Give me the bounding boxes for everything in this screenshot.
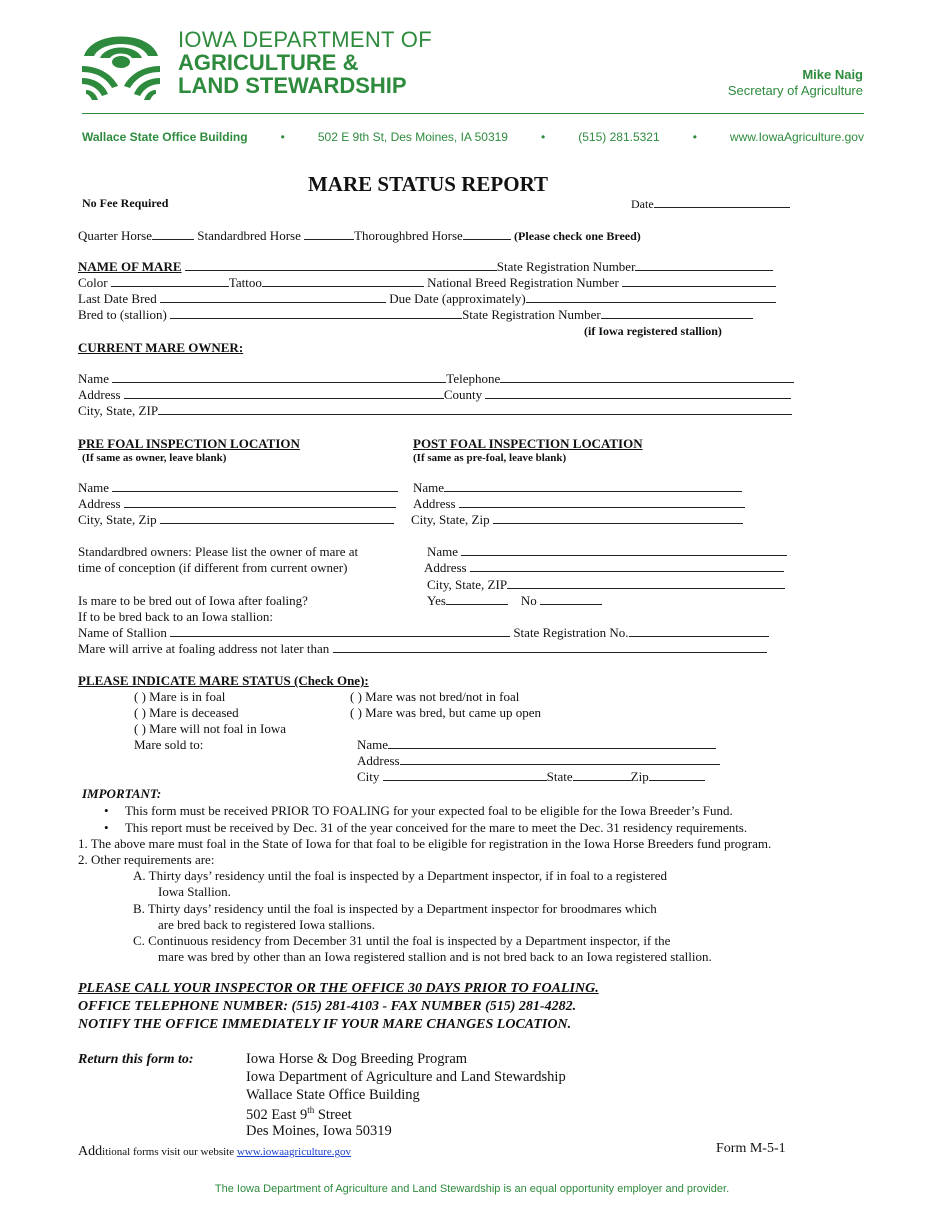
breed-note: (Please check one Breed): [514, 229, 641, 243]
color-row: [78, 275, 776, 291]
std-address-label: Address: [424, 560, 467, 575]
post-name-field[interactable]: [444, 480, 742, 492]
std-owner-line-1: Standardbred owners: Please list the owner of mare at: [78, 544, 359, 559]
post-name-label: Name: [413, 480, 445, 495]
important-heading: IMPORTANT:: [82, 786, 162, 801]
yes-label: Yes: [427, 593, 446, 608]
stallion-name-label: Name of Stallion: [78, 625, 167, 640]
return-line-4: 502 East 9th Street: [246, 1105, 352, 1123]
sold-city-row: [357, 769, 705, 785]
sold-state-label: State: [546, 769, 573, 784]
state-reg-label-2: State Registration Number: [462, 307, 601, 322]
status-deceased-label: Mare is deceased: [149, 705, 239, 720]
sold-name-field[interactable]: [388, 737, 716, 749]
last-bred-row: [78, 291, 776, 307]
status-checkbox[interactable]: ( ): [134, 689, 146, 704]
stallion-reg-label: State Registration No.: [513, 625, 629, 640]
pre-name-field[interactable]: [112, 480, 398, 492]
std-name-label: Name: [427, 544, 459, 559]
status-not-in-iowa-label: Mare will not foal in Iowa: [149, 721, 286, 736]
status-in-foal-label: Mare is in foal: [149, 689, 226, 704]
color-label: Color: [78, 275, 108, 290]
important-bullet-1: • This form must be received PRIOR TO FOALING for your expected foal to be eligible for the Iowa Breeder’s Fund.: [104, 803, 733, 818]
requirement-b-1: B. Thirty days’ residency until the foal is inspected by a Department inspector for broodmares which: [133, 901, 657, 916]
sold-name-label: Name: [357, 737, 389, 752]
pre-address-label: Address: [78, 496, 121, 511]
std-city-field[interactable]: [507, 577, 785, 589]
status-checkbox[interactable]: ( ): [350, 689, 362, 704]
sold-zip-label: Zip: [630, 769, 649, 784]
tattoo-field[interactable]: [262, 275, 424, 287]
status-heading: PLEASE INDICATE MARE STATUS (Check One):: [78, 673, 369, 688]
return-line-5: Des Moines, Iowa 50319: [246, 1123, 392, 1139]
sold-to-label: Mare sold to:: [134, 737, 204, 752]
owner-name-field[interactable]: [112, 371, 446, 383]
return-line-3: Wallace State Office Building: [246, 1087, 420, 1103]
owner-address-row: [78, 387, 791, 403]
bred-to-field[interactable]: [170, 307, 462, 319]
owner-name-row: [78, 371, 794, 387]
sold-city-label: City: [357, 769, 380, 784]
agency-logo-icon: [78, 22, 164, 104]
post-foal-note: (If same as pre-foal, leave blank): [413, 452, 567, 464]
post-city-field[interactable]: [493, 512, 743, 524]
separator-dot: •: [280, 130, 285, 144]
tattoo-label: Tattoo: [228, 275, 262, 290]
national-reg-field[interactable]: [622, 275, 776, 287]
pre-city-row: [78, 512, 394, 528]
important-item-1: 1. The above mare must foal in the State of Iowa for that foal to be eligible for registration in the Iowa Horse Breeders fund program.: [78, 836, 772, 851]
bred-to-row: [78, 307, 753, 323]
notice-line-1: PLEASE CALL YOUR INSPECTOR OR THE OFFICE 30 DAYS PRIOR TO FOALING.: [78, 981, 599, 996]
due-date-label: Due Date (approximately): [389, 291, 526, 306]
breed-quarter-label: Quarter Horse: [78, 228, 152, 243]
breed-thoroughbred-check[interactable]: [463, 228, 511, 240]
important-bullet-2: • This report must be received by Dec. 31 of the year conceived for the mare to meet the Dec. 31 residency requirements.: [104, 820, 748, 835]
state-reg-label: State Registration Number: [496, 259, 636, 274]
owner-county-label: County: [443, 387, 483, 402]
sold-city-field[interactable]: [383, 769, 547, 781]
name-of-mare-field[interactable]: [185, 259, 497, 271]
sold-address-label: Address: [357, 753, 400, 768]
color-field[interactable]: [111, 275, 229, 287]
post-foal-heading: POST FOAL INSPECTION LOCATION: [413, 436, 643, 451]
secretary-title: Secretary of Agriculture: [727, 83, 863, 98]
status-in-foal[interactable]: [134, 689, 225, 705]
bred-out-answer: [427, 593, 602, 609]
stallion-name-field[interactable]: [170, 625, 510, 637]
requirement-a-2: Iowa Stallion.: [158, 884, 231, 899]
due-date-field[interactable]: [526, 291, 776, 303]
pre-city-field[interactable]: [160, 512, 394, 524]
arrive-label: Mare will arrive at foaling address not later than: [78, 641, 330, 656]
requirement-a-1: A. Thirty days’ residency until the foal is inspected by a Department inspector, if in foal to a registered: [133, 868, 668, 883]
pre-city-label: City, State, Zip: [78, 512, 157, 527]
sold-state-field[interactable]: [573, 769, 631, 781]
form-number: Form M-5-1: [716, 1141, 786, 1156]
state-reg-field[interactable]: [635, 259, 773, 271]
notice-line-2: OFFICE TELEPHONE NUMBER: (515) 281-4103 - FAX NUMBER (515) 281-4282.: [78, 999, 577, 1014]
contact-bar: [82, 130, 864, 144]
bred-out-question: Is mare to be bred out of Iowa after foaling?: [78, 593, 308, 608]
owner-county-field[interactable]: [485, 387, 791, 399]
status-checkbox[interactable]: ( ): [350, 705, 362, 720]
std-city-label: City, State, ZIP: [427, 577, 508, 592]
std-name-field[interactable]: [461, 544, 787, 556]
std-owner-line-2: time of conception (if different from current owner): [78, 560, 348, 575]
sold-address-field[interactable]: [400, 753, 720, 765]
date-label: Date: [631, 197, 654, 211]
return-line-2: Iowa Department of Agriculture and Land Stewardship: [246, 1069, 566, 1085]
notice-line-3: NOTIFY THE OFFICE IMMEDIATELY IF YOUR MARE CHANGES LOCATION.: [78, 1017, 572, 1032]
pre-name-label: Name: [78, 480, 110, 495]
return-line-1: Iowa Horse & Dog Breeding Program: [246, 1051, 468, 1067]
return-label: Return this form to:: [78, 1052, 194, 1067]
breed-standardbred-check[interactable]: [304, 228, 354, 240]
status-checkbox[interactable]: ( ): [134, 705, 146, 720]
arrive-field[interactable]: [333, 641, 767, 653]
pre-name-row: [78, 480, 398, 496]
owner-city-label: City, State, ZIP: [78, 403, 159, 418]
status-not-bred-label: Mare was not bred/not in foal: [365, 689, 520, 704]
bred-back-label: If to be bred back to an Iowa stallion:: [78, 609, 273, 624]
status-came-open[interactable]: [350, 705, 541, 721]
owner-phone-label: Telephone: [446, 371, 501, 386]
mare-name-row: [78, 259, 773, 275]
separator-dot: •: [541, 130, 546, 144]
no-fee-label: No Fee Required: [82, 196, 169, 210]
pre-foal-note: (If same as owner, leave blank): [82, 452, 227, 464]
no-field[interactable]: [540, 593, 602, 605]
name-of-mare-label: NAME OF MARE: [78, 259, 182, 274]
national-reg-label: National Breed Registration Number: [427, 275, 619, 290]
status-came-open-label: Mare was bred, but came up open: [365, 705, 541, 720]
owner-phone-field[interactable]: [500, 371, 794, 383]
owner-city-row: [78, 403, 792, 419]
status-not-in-iowa[interactable]: [134, 721, 286, 737]
sold-name-row: [357, 737, 716, 753]
important-item-2: 2. Other requirements are:: [78, 852, 215, 867]
bullet-icon: •: [104, 820, 109, 835]
breed-row: [78, 228, 641, 244]
post-city-row: [411, 512, 743, 528]
logo-line-2: AGRICULTURE &: [178, 50, 359, 75]
sold-zip-field[interactable]: [649, 769, 705, 781]
date-field[interactable]: [631, 196, 790, 212]
status-deceased[interactable]: [134, 705, 239, 721]
std-city-row: [427, 577, 785, 593]
requirement-c-2: mare was bred by other than an Iowa registered stallion and is not bred back to an Iowa registered stallion.: [158, 949, 712, 964]
status-not-bred[interactable]: [350, 689, 519, 705]
post-address-field[interactable]: [459, 496, 745, 508]
post-name-row: [413, 480, 742, 496]
state-reg-field-2[interactable]: [601, 307, 753, 319]
stallion-reg-field[interactable]: [629, 625, 769, 637]
secretary-name: Mike Naig: [802, 67, 863, 82]
requirement-c-1: C. Continuous residency from December 31 until the foal is inspected by a Department inspector, if the: [133, 933, 671, 948]
status-checkbox[interactable]: ( ): [134, 721, 146, 736]
address-building: Wallace State Office Building: [82, 130, 248, 144]
stallion-row: [78, 625, 769, 641]
owner-name-label: Name: [78, 371, 110, 386]
iowa-stallion-note: (if Iowa registered stallion): [584, 324, 722, 338]
std-name-row: [427, 544, 787, 560]
breed-quarter-check[interactable]: [152, 228, 194, 240]
pre-foal-heading: PRE FOAL INSPECTION LOCATION: [78, 436, 300, 451]
std-address-row: [424, 560, 784, 576]
owner-address-field[interactable]: [124, 387, 444, 399]
current-owner-heading: CURRENT MARE OWNER:: [78, 340, 244, 355]
header-divider: [82, 113, 864, 114]
breed-thoroughbred-label: Thoroughbred Horse: [354, 228, 463, 243]
pre-address-row: [78, 496, 396, 512]
post-city-label: City, State, Zip: [411, 512, 490, 527]
post-address-row: [413, 496, 745, 512]
additional-forms: Additional forms visit our website www.iowaagriculture.gov: [78, 1144, 352, 1159]
contact-phone: (515) 281.5321: [578, 130, 660, 144]
requirement-b-2: are bred back to registered Iowa stallions.: [158, 917, 375, 932]
contact-website[interactable]: www.IowaAgriculture.gov: [729, 130, 864, 144]
std-address-field[interactable]: [470, 560, 784, 572]
arrive-row: [78, 641, 767, 657]
logo-line-3: LAND STEWARDSHIP: [178, 73, 407, 98]
equal-opportunity: The Iowa Department of Agriculture and Land Stewardship is an equal opportunity employer and provider.: [214, 1183, 730, 1195]
last-bred-label: Last Date Bred: [78, 291, 157, 306]
pre-address-field[interactable]: [124, 496, 396, 508]
separator-dot: •: [692, 130, 697, 144]
page-title: MARE STATUS REPORT: [307, 172, 548, 196]
yes-field[interactable]: [446, 593, 508, 605]
address-street: 502 E 9th St, Des Moines, IA 50319: [317, 130, 508, 144]
logo-line-1: IOWA DEPARTMENT OF: [178, 27, 432, 52]
bred-to-label: Bred to (stallion): [78, 307, 167, 322]
post-address-label: Address: [413, 496, 456, 511]
bullet-icon: •: [104, 803, 109, 818]
breed-standardbred-label: Standardbred Horse: [197, 228, 301, 243]
no-label: No: [520, 593, 537, 608]
owner-city-field[interactable]: [158, 403, 792, 415]
sold-address-row: [357, 753, 720, 769]
website-link[interactable]: www.iowaagriculture.gov: [236, 1146, 352, 1158]
owner-address-label: Address: [78, 387, 121, 402]
last-bred-field[interactable]: [160, 291, 386, 303]
